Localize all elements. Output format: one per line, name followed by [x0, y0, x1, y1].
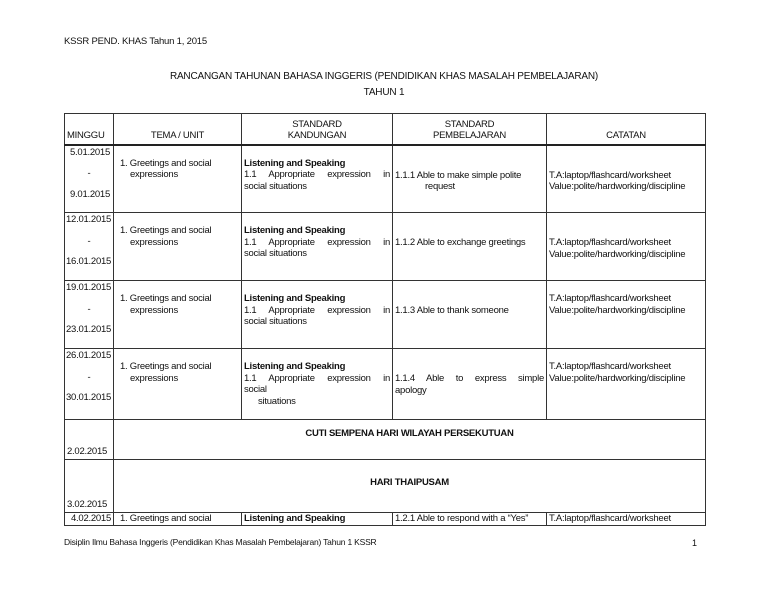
catatan-line: Value:polite/hardworking/discipline	[549, 372, 686, 384]
tema-line: expressions	[130, 236, 178, 248]
tema-line: 1. Greetings and social	[120, 225, 212, 236]
catatan-cell	[547, 145, 706, 213]
catatan-line: Value:polite/hardworking/discipline	[549, 181, 686, 192]
kandungan-cell	[242, 513, 393, 526]
pembelajaran-line: 1.1.1 Able to make simple polite	[395, 169, 522, 181]
pembelajaran-cell	[393, 349, 547, 420]
table-row	[65, 213, 706, 281]
catatan-line: T.A:laptop/flashcard/worksheet	[547, 513, 706, 526]
kandungan-line: situations	[258, 395, 296, 407]
header-standard-pembelajaran	[393, 114, 547, 145]
kandungan-cell	[242, 213, 393, 281]
catatan-line: T.A:laptop/flashcard/worksheet	[549, 237, 671, 248]
week-start-date: 19.01.2015	[66, 282, 112, 293]
kandungan-cell	[242, 349, 393, 420]
kandungan-line: social situations	[244, 180, 307, 192]
tema-cell	[114, 281, 242, 349]
tema-line: 1. Greetings and social	[120, 157, 212, 169]
catatan-cell	[547, 349, 706, 420]
catatan-line: T.A:laptop/flashcard/worksheet	[549, 293, 671, 304]
tema-line: expressions	[130, 169, 178, 180]
week-start-date: 5.01.2015	[69, 146, 110, 158]
kandungan-cell	[242, 145, 393, 213]
catatan-line: T.A:laptop/flashcard/worksheet	[549, 361, 671, 372]
header-minggu: MINGGU	[65, 114, 114, 145]
pembelajaran-line: 1.2.1 Able to respond with a “Yes”	[393, 513, 547, 526]
kandungan-line: social situations	[244, 248, 307, 259]
week-end-date: 9.01.2015	[69, 188, 110, 200]
week-end-date: 16.01.2015	[66, 256, 112, 267]
kandungan-line: 1.1 Appropriate expression in	[244, 169, 390, 180]
header-pembelajaran-line2: PEMBELAJARAN	[432, 130, 507, 141]
catatan-line: Value:polite/hardworking/discipline	[549, 304, 686, 316]
holiday-row	[65, 420, 706, 460]
catatan-cell	[547, 281, 706, 349]
table-row	[65, 145, 706, 213]
tema-line: 1. Greetings and social	[114, 513, 242, 526]
week-dash: -	[87, 168, 91, 179]
kandungan-skill: Listening and Speaking	[244, 225, 346, 236]
week-dash: -	[87, 303, 91, 315]
pembelajaran-cell	[393, 213, 547, 281]
table-row	[65, 513, 706, 526]
header-pembelajaran-line1: STANDARD	[444, 118, 495, 130]
holiday-date: 2.02.2015	[65, 420, 114, 460]
holiday-row	[65, 460, 706, 513]
yearly-plan-table	[64, 113, 706, 526]
catatan-cell	[547, 213, 706, 281]
kandungan-skill: Listening and Speaking	[244, 361, 346, 372]
kandungan-skill: Listening and Speaking	[244, 157, 346, 169]
header-catatan: CATATAN	[547, 114, 706, 145]
document-footer: Disiplin Ilmu Bahasa Inggeris (Pendidikan Khas Masalah Pembelajaran) Tahun 1 KSSR	[64, 537, 377, 547]
header-kandungan-line1: STANDARD	[292, 118, 342, 130]
tema-line: expressions	[130, 372, 178, 384]
week-end-date: 23.01.2015	[66, 324, 112, 335]
header-standard-kandungan	[242, 114, 393, 145]
page-number: 1	[692, 538, 698, 548]
pembelajaran-line: 1.1.4 Able to express simple	[395, 373, 544, 384]
tema-cell	[114, 349, 242, 420]
document-header: KSSR PEND. KHAS Tahun 1, 2015	[64, 36, 207, 47]
table-row	[65, 349, 706, 420]
pembelajaran-line: 1.1.2 Able to exchange greetings	[395, 237, 526, 248]
document-title: RANCANGAN TAHUNAN BAHASA INGGERIS (PENDIDIKAN KHAS MASALAH PEMBELAJARAN)	[169, 71, 599, 82]
kandungan-line: 1.1 Appropriate expression in	[244, 304, 390, 316]
week-cell	[65, 281, 114, 349]
week-dash: -	[87, 371, 91, 383]
table-header-row	[65, 114, 706, 145]
tema-cell	[114, 213, 242, 281]
kandungan-skill: Listening and Speaking	[244, 513, 346, 524]
week-cell	[65, 213, 114, 281]
catatan-line: T.A:laptop/flashcard/worksheet	[549, 169, 671, 181]
pembelajaran-line: request	[425, 181, 455, 192]
holiday-date: 3.02.2015	[65, 460, 114, 513]
tema-line: 1. Greetings and social	[120, 293, 212, 304]
kandungan-line: 1.1 Appropriate expression in	[244, 236, 390, 248]
pembelajaran-line: 1.1.3 Able to thank someone	[395, 305, 509, 316]
holiday-text: CUTI SEMPENA HARI WILAYAH PERSEKUTUAN	[114, 420, 706, 460]
tema-line: 1. Greetings and social	[120, 361, 212, 372]
kandungan-line: social situations	[244, 316, 307, 327]
week-start-date: 12.01.2015	[66, 214, 112, 225]
catatan-line: Value:polite/hardworking/discipline	[549, 248, 686, 260]
tema-cell	[114, 145, 242, 213]
week-dash: -	[87, 235, 91, 247]
week-end-date: 30.01.2015	[66, 392, 112, 403]
week-start-date: 4.02.2015	[65, 513, 114, 526]
holiday-text: HARI THAIPUSAM	[114, 460, 706, 513]
kandungan-cell	[242, 281, 393, 349]
header-kandungan-line2: KANDUNGAN	[287, 130, 347, 141]
pembelajaran-line: apology	[395, 384, 427, 396]
week-cell	[65, 145, 114, 213]
kandungan-line: social	[244, 384, 267, 395]
kandungan-skill: Listening and Speaking	[244, 293, 346, 304]
table-row	[65, 281, 706, 349]
week-start-date: 26.01.2015	[66, 350, 112, 361]
kandungan-line: 1.1 Appropriate expression in	[244, 372, 390, 384]
pembelajaran-cell	[393, 145, 547, 213]
pembelajaran-cell	[393, 281, 547, 349]
week-cell	[65, 349, 114, 420]
document-subtitle: TAHUN 1	[363, 87, 405, 98]
tema-line: expressions	[130, 304, 178, 316]
header-tema: TEMA / UNIT	[114, 114, 242, 145]
